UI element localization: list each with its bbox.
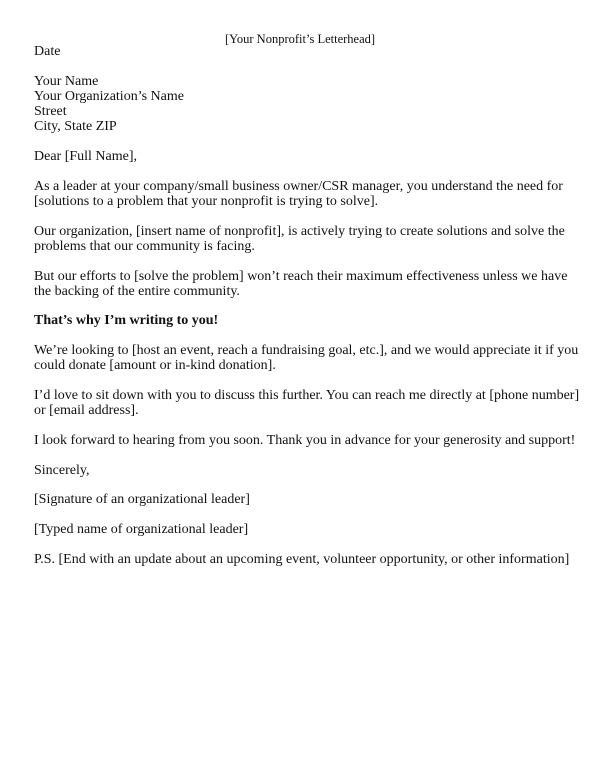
sender-name: Your Name	[34, 73, 99, 89]
letterhead: [Your Nonprofit’s Letterhead]	[224, 32, 376, 46]
sender-organization: Your Organization’s Name	[34, 88, 184, 104]
emphasis-line: That’s why I’m writing to you!	[34, 313, 219, 329]
date-line: Date	[34, 44, 61, 59]
paragraph-line: I look forward to hearing from you soon. Thank you in advance for your generosity and support!	[34, 432, 576, 448]
postscript: P.S. [End with an update about an upcoming event, volunteer opportunity, or other information]	[34, 551, 570, 567]
paragraph-6	[34, 388, 580, 419]
paragraph-7	[34, 433, 574, 448]
paragraph-5	[34, 343, 579, 374]
paragraph-line: the backing of the entire community.	[34, 283, 240, 299]
typed-name-line: [Typed name of organizational leader]	[34, 522, 249, 538]
paragraph-line: [solutions to a problem that your nonprofit is trying to solve].	[34, 193, 379, 209]
paragraph-line: As a leader at your company/small business owner/CSR manager, you understand the need for	[34, 178, 563, 194]
sender-street: Street	[34, 104, 67, 120]
paragraph-line: I’d love to sit down with you to discuss this further. You can reach me directly at [phone number]	[34, 388, 580, 404]
paragraph-line: Our organization, [insert name of nonprofit], is actively trying to create solutions and solve the	[34, 223, 565, 239]
paragraph-line: problems that our community is facing.	[34, 238, 255, 254]
paragraph-line: We’re looking to [host an event, reach a fundraising goal, etc.], and we would appreciate it if you	[34, 343, 579, 359]
signature-line: [Signature of an organizational leader]	[34, 492, 250, 508]
paragraph-4	[34, 313, 574, 328]
sender-city: City, State ZIP	[34, 119, 117, 135]
paragraph-1	[34, 179, 574, 209]
sender-address	[34, 74, 574, 135]
paragraph-2	[34, 224, 574, 254]
closing: Sincerely,	[34, 462, 90, 478]
paragraph-line: But our efforts to [solve the problem] won’t reach their maximum effectiveness unless we have	[34, 268, 568, 284]
paragraph-line: or [email address].	[34, 403, 139, 419]
paragraph-3	[34, 269, 574, 299]
letter-body	[34, 44, 580, 567]
paragraph-line: could donate [amount or in-kind donation].	[34, 358, 276, 374]
salutation: Dear [Full Name],	[34, 149, 138, 165]
